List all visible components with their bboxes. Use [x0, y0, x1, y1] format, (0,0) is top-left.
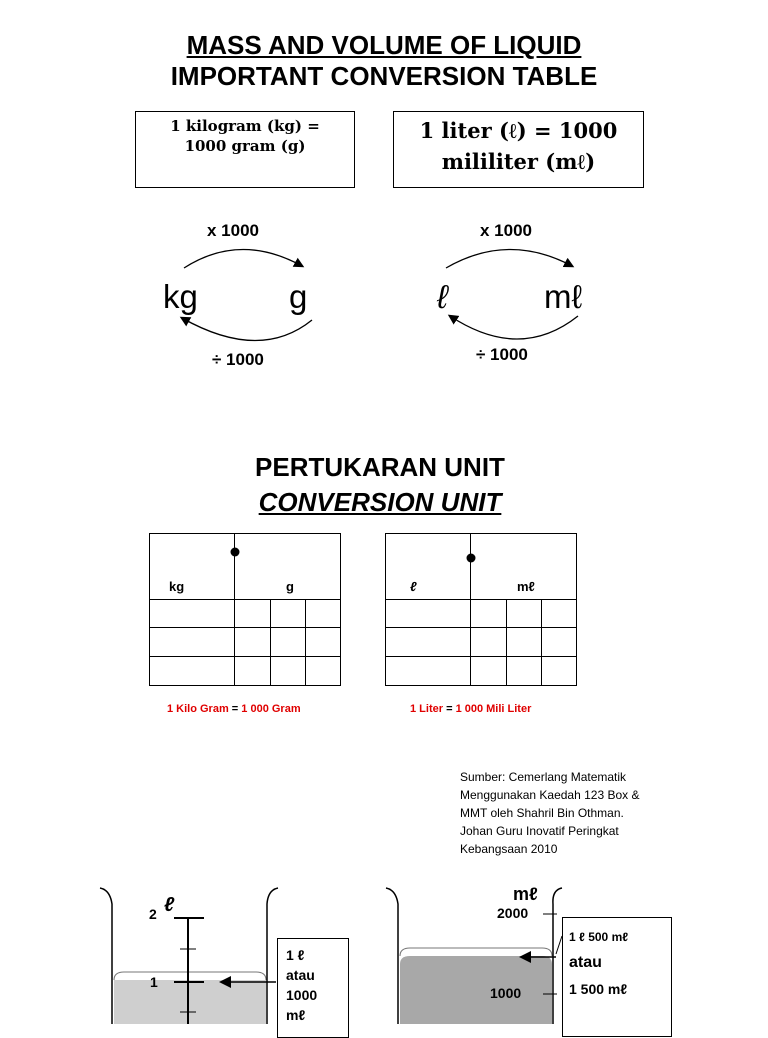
mass-definition-line1: 1 kilogram (kg) =	[170, 117, 320, 135]
left-beaker-mid-mark: 1	[150, 974, 158, 990]
left-annotation-line2: atau	[286, 967, 315, 983]
milliliter-unit-label: mℓ	[544, 278, 583, 315]
page-title: MASS AND VOLUME OF LIQUID	[186, 30, 582, 60]
mass-divide-arrow	[182, 318, 312, 341]
volume-divide-arrow	[450, 316, 578, 339]
source-line-1: Sumber: Cemerlang Matematik	[460, 770, 627, 784]
kg-unit-label: kg	[163, 278, 198, 315]
mass-conversion-note	[167, 703, 301, 715]
page-subtitle: IMPORTANT CONVERSION TABLE	[170, 61, 598, 91]
section-subheading: CONVERSION UNIT	[258, 487, 502, 517]
source-line-5: Kebangsaan 2010	[460, 842, 558, 856]
right-beaker-top-mark: 2000	[497, 905, 529, 921]
right-beaker-annotation	[562, 917, 672, 1037]
section-heading: PERTUKARAN UNIT	[255, 452, 505, 482]
left-beaker-annotation	[277, 938, 349, 1038]
left-beaker-top-mark: 2	[149, 906, 157, 922]
table-g-label: g	[286, 579, 294, 594]
mass-note-kilo: 1 Kilo Gram	[167, 703, 229, 715]
volume-multiply-arrow	[446, 249, 572, 268]
conversion-tables	[0, 530, 768, 690]
right-beaker	[386, 888, 562, 1024]
table-kg-label: kg	[169, 579, 185, 594]
left-beaker	[100, 888, 278, 1024]
source-line-2: Menggunakan Kaedah 123 Box &	[460, 788, 640, 802]
right-beaker-unit: mℓ	[513, 884, 538, 904]
volume-definition-line2: mililiter (mℓ)	[441, 149, 596, 174]
source-line-4: Johan Guru Inovatif Peringkat	[460, 824, 619, 838]
mass-multiply-arrow	[184, 249, 302, 268]
mass-note-gram: 1 000 Gram	[241, 703, 301, 715]
volume-multiply-label: x 1000	[480, 221, 532, 240]
volume-conversion-note	[410, 703, 531, 715]
source-credit	[460, 768, 710, 858]
left-beaker-unit: ℓ	[164, 894, 175, 916]
mass-note-equals: =	[228, 703, 242, 715]
volume-decimal-point	[467, 554, 476, 563]
right-annotation-line3: 1 500 mℓ	[569, 981, 628, 997]
volume-note-liter: 1 Liter	[410, 703, 444, 715]
mass-conversion-table	[149, 533, 341, 686]
mass-divide-label: ÷ 1000	[212, 350, 264, 369]
volume-note-equals: =	[443, 703, 456, 715]
right-annotation-line1: 1 ℓ 500 mℓ	[569, 930, 629, 944]
volume-conversion-table	[385, 533, 577, 686]
conversion-arrows	[0, 0, 768, 420]
left-annotation-line1: 1 ℓ	[286, 947, 305, 963]
right-annotation-line2: atau	[569, 954, 602, 971]
table-liter-label: ℓ	[410, 579, 417, 594]
volume-note-milliliter: 1 000 Mili Liter	[455, 703, 532, 715]
mass-definition-line2: 1000 gram (g)	[184, 137, 306, 155]
volume-divide-label: ÷ 1000	[476, 345, 528, 364]
volume-definition-line1: 1 liter (ℓ) = 1000	[419, 118, 618, 143]
g-unit-label: g	[289, 278, 308, 315]
right-beaker-mid-mark: 1000	[490, 985, 522, 1001]
left-annotation-line3: 1000 mℓ	[286, 987, 318, 1023]
mass-decimal-point	[231, 548, 240, 557]
table-milliliter-label: mℓ	[517, 579, 535, 594]
mass-multiply-label: x 1000	[207, 221, 259, 240]
liter-unit-label: ℓ	[437, 278, 448, 315]
source-line-3: MMT oleh Shahril Bin Othman.	[460, 806, 624, 820]
